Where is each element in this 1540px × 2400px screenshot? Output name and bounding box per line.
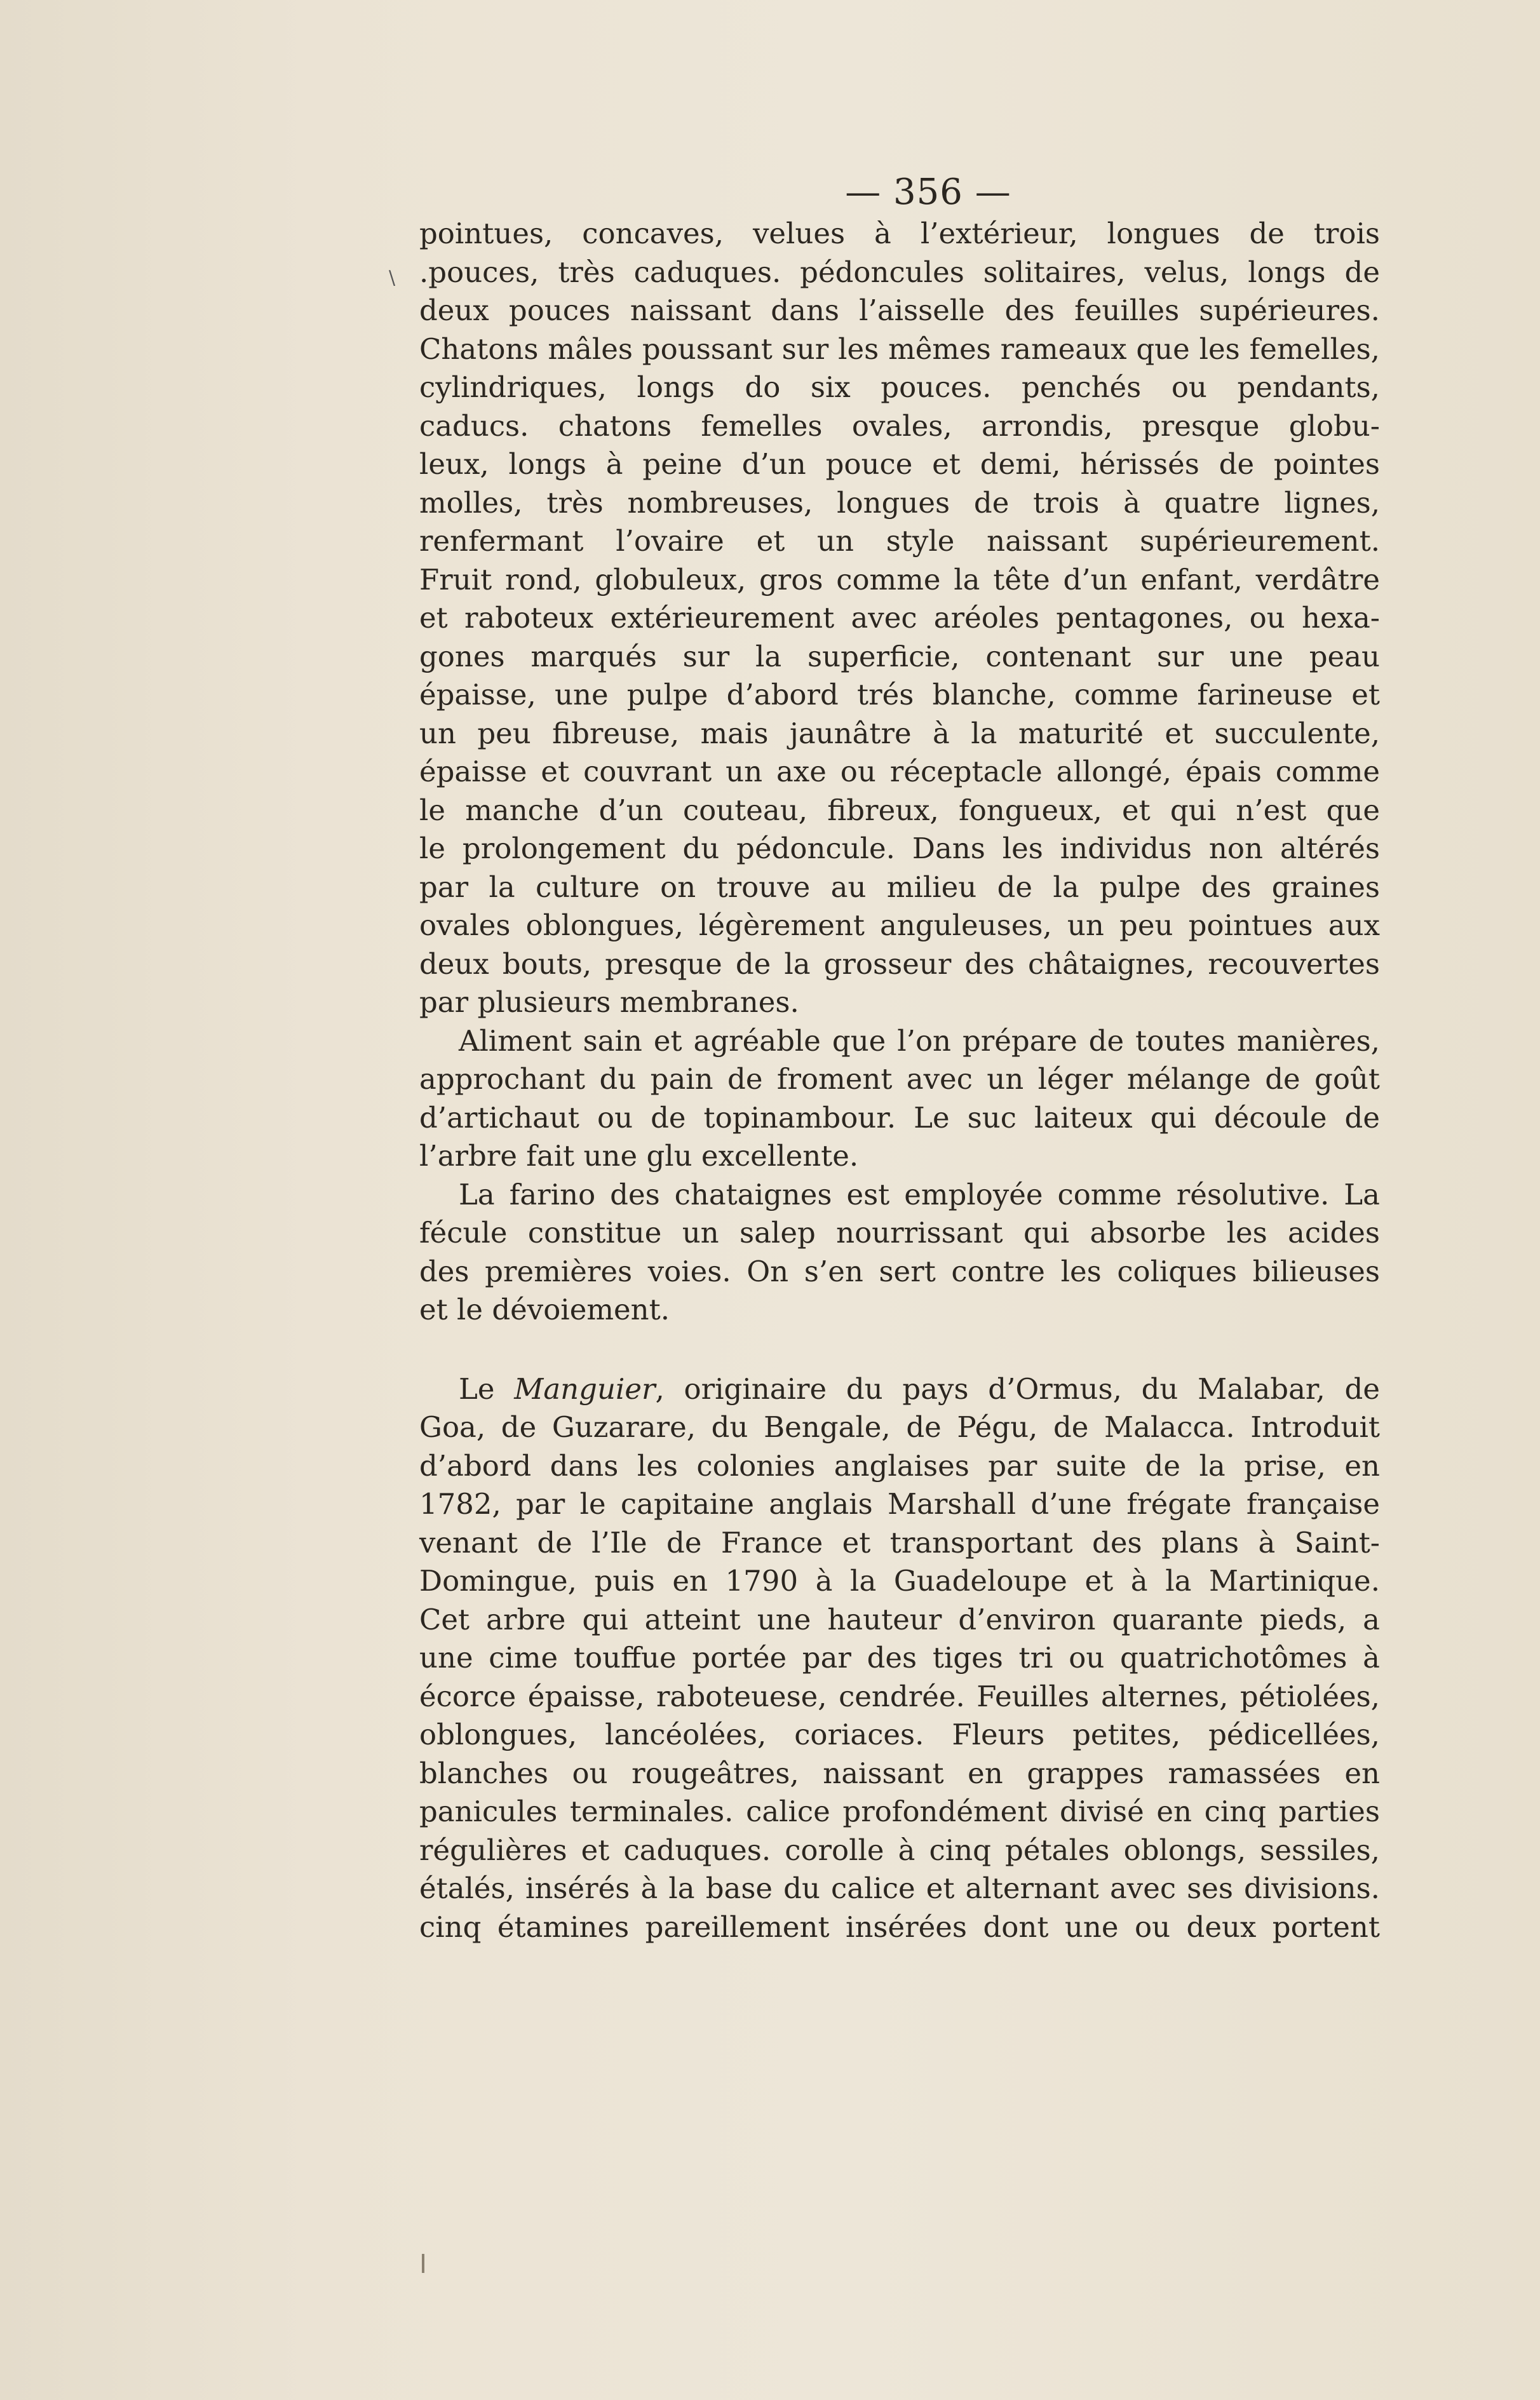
text-line: deux pouces naissant dans l’aisselle des feuilles supérieures. xyxy=(419,293,1380,327)
text-line: Aliment sain et agréable que l’on prépare de toutes manières, xyxy=(459,1023,1380,1058)
text-line: par la culture on trouve au milieu de la pulpe des graines xyxy=(419,870,1380,904)
text-line xyxy=(419,1370,1380,1409)
text-line: molles, très nombreuses, longues de trois à quatre lignes, xyxy=(419,485,1380,520)
text-line: Domingue, puis en 1790 à la Guadeloupe et à la Martinique. xyxy=(419,1564,1380,1598)
text-line: par plusieurs membranes. xyxy=(419,985,799,1019)
text-line: Goa, de Guzarare, du Bengale, de Pégu, de Malacca. Introduit xyxy=(419,1410,1380,1444)
text-line: renfermant l’ovaire et un style naissant supérieurement. xyxy=(419,524,1380,558)
page-number: — 356 — xyxy=(845,172,1011,213)
text-line: une cime touffue portée par des tiges tri ou quatrichotômes à xyxy=(419,1641,1380,1675)
text-line: et le dévoiement. xyxy=(419,1293,670,1326)
text-line: cinq étamines pareillement insérées dont une ou deux portent xyxy=(419,1910,1380,1944)
paragraph-manguier xyxy=(419,1370,1380,1947)
paragraph-aliment xyxy=(419,1022,1380,1176)
text-line: Cet arbre qui atteint une hauteur d’environ quarante pieds, a xyxy=(419,1602,1380,1636)
text-line: oblongues, lancéolées, coriaces. Fleurs petites, pédicellées, xyxy=(419,1718,1380,1751)
species-name: Manguier xyxy=(514,1372,656,1406)
text-line: des premières voies. On s’en sert contre les coliques bilieuses xyxy=(419,1254,1380,1288)
text-line: gones marqués sur la superficie, contenant sur une peau xyxy=(419,639,1380,673)
text-line: ovales oblongues, légèrement anguleuses, un peu pointues aux xyxy=(419,908,1380,942)
text-line: étalés, insérés à la base du calice et alternant avec ses divisions. xyxy=(419,1871,1380,1905)
text-line: écorce épaisse, raboteuese, cendrée. Feuilles alternes, pétiolées, xyxy=(419,1679,1380,1713)
text-line: Chatons mâles poussant sur les mêmes rameaux que les femelles, xyxy=(419,332,1380,366)
text-line: Fruit rond, globuleux, gros comme la tête d’un enfant, verdâtre xyxy=(419,562,1380,597)
text-line: .pouces, très caduques. pédoncules solitaires, velus, longs de xyxy=(419,255,1380,289)
text-line: d’abord dans les colonies anglaises par suite de la prise, en xyxy=(419,1448,1380,1483)
text-line: d’artichaut ou de topinambour. Le suc laiteux qui découle de xyxy=(419,1100,1380,1135)
text-line: épaisse et couvrant un axe ou réceptacle allongé, épais comme xyxy=(419,755,1380,788)
text-line: blanches ou rougeâtres, naissant en grappes ramassées en xyxy=(419,1756,1380,1790)
text-line: le manche d’un couteau, fibreux, fongueux, et qui n’est que xyxy=(419,793,1380,827)
section-gap xyxy=(419,1330,1380,1370)
text-line: 1782, par le capitaine anglais Marshall d’une frégate française xyxy=(419,1487,1380,1521)
text-line: régulières et caduques. corolle à cinq pétales oblongs, sessiles, xyxy=(419,1833,1380,1867)
margin-mark: \ xyxy=(389,267,396,289)
text-line: venant de l’Ile de France et transportant des plans à Saint- xyxy=(419,1525,1380,1560)
text-line: cylindriques, longs do six pouces. penchés ou pendants, xyxy=(419,370,1380,404)
text-line: caducs. chatons femelles ovales, arrondis, presque globu- xyxy=(419,408,1380,443)
text-run: , originaire du pays d’Ormus, du Malabar, de xyxy=(655,1372,1380,1406)
text-line: et raboteux extérieurement avec aréoles pentagones, ou hexa- xyxy=(419,601,1380,635)
text-line: fécule constitue un salep nourrissant qui absorbe les acides xyxy=(419,1216,1380,1250)
text-line: leux, longs à peine d’un pouce et demi, hérissés de pointes xyxy=(419,447,1380,481)
text-line: épaisse, une pulpe d’abord trés blanche, comme farineuse et xyxy=(419,678,1380,711)
text-line: La farino des chataignes est employée comme résolutive. La xyxy=(459,1177,1380,1211)
print-mark xyxy=(422,2254,424,2273)
text-line: pointues, concaves, velues à l’extérieur, longues de trois xyxy=(419,217,1380,250)
text-line: approchant du pain de froment avec un léger mélange de goût xyxy=(419,1062,1380,1096)
text-line: le prolongement du pédoncule. Dans les individus non altérés xyxy=(419,832,1380,865)
text-line: un peu fibreuse, mais jaunâtre à la maturité et succulente, xyxy=(419,716,1380,750)
text-line: l’arbre fait une glu excellente. xyxy=(419,1139,859,1173)
paragraph-farine xyxy=(419,1176,1380,1330)
text-run: Le xyxy=(459,1372,515,1406)
page-text xyxy=(419,170,1380,1946)
paragraph-jacquier-description xyxy=(419,215,1380,1022)
text-line: deux bouts, presque de la grosseur des châtaignes, recouvertes xyxy=(419,947,1380,981)
text-line: panicules terminales. calice profondément divisé en cinq parties xyxy=(419,1795,1380,1828)
